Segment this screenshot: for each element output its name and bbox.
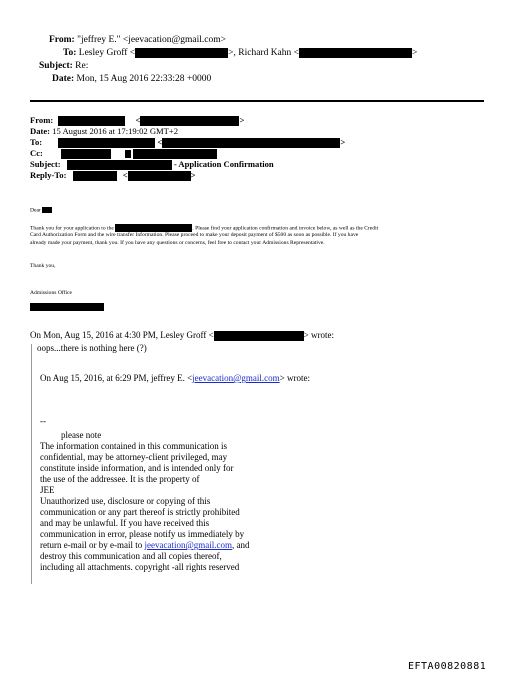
lt: <	[157, 137, 163, 147]
fwd-date-label: Date:	[30, 126, 51, 136]
lt: <	[135, 115, 141, 125]
fwd-from	[30, 115, 244, 126]
redaction	[58, 116, 125, 126]
letter-line-2: Card Authorization Form and the wire transfer Information. Please proceed to make your deposit payment of $500 as soon as possible. If you have	[30, 232, 359, 239]
date-value: Mon, 15 Aug 2016 22:33:28 +0000	[76, 74, 212, 84]
disclaimer-line: constitute inside information, and is intended only for	[40, 463, 234, 473]
redaction	[133, 149, 217, 159]
disclaimer-line: destroy this communication and all copies thereof,	[40, 551, 222, 561]
disclaimer-line: the use of the addressee. It is the property of	[40, 474, 200, 484]
email-link[interactable]: jeevacation@gmail.com	[144, 540, 232, 550]
disclaimer-line: confidential, may be attorney-client privileged, may	[40, 452, 228, 462]
redaction	[67, 160, 172, 170]
fwd-to	[30, 137, 345, 148]
fwd-to-label: To:	[30, 137, 43, 147]
header-from	[49, 35, 226, 46]
redaction	[42, 207, 52, 213]
lt: <	[122, 170, 128, 180]
redaction	[140, 116, 239, 126]
to-value-mid: >, Richard Kahn <	[228, 48, 300, 59]
header-to	[63, 48, 417, 59]
from-value: "jeffrey E." <jeevacation@gmail.com>	[77, 35, 226, 45]
letter-text: . Please find your application confirmation and invoice below, as well as the Credit	[192, 225, 379, 232]
gt: >	[190, 170, 196, 180]
fwd-subject-label: Subject:	[30, 159, 61, 169]
redaction	[73, 171, 117, 181]
redaction	[135, 48, 228, 58]
to-label: To:	[63, 48, 77, 59]
from-label: From:	[49, 35, 75, 45]
divider	[30, 100, 484, 102]
reply1-on-line	[30, 330, 334, 341]
fwd-cc	[30, 148, 217, 159]
redaction	[162, 138, 340, 148]
disclaimer-line: Unauthorized use, disclosure or copying of this	[40, 496, 211, 506]
redaction	[58, 138, 155, 148]
subject-label: Subject:	[39, 61, 73, 71]
to-value-suffix: >	[412, 48, 418, 59]
fwd-date-value: 15 August 2016 at 17:19:02 GMT+2	[52, 126, 179, 136]
letter-paragraph	[30, 224, 378, 247]
reply1-text: oops...there is nothing here (?)	[37, 343, 147, 353]
header-date	[52, 74, 211, 85]
disclaimer-line: including all attachments. copyright -all rights reserved	[40, 562, 240, 572]
disclaimer-line: The information contained in this communication is	[40, 441, 227, 451]
redaction	[299, 48, 412, 58]
gt: >	[340, 137, 346, 147]
fwd-cc-label: Cc:	[30, 148, 43, 158]
disclaimer-line: JEE	[40, 485, 55, 495]
disclaimer-line: and may be unlawful. If you have received this	[40, 518, 210, 528]
subject-value: Re:	[75, 61, 89, 71]
disclaimer	[40, 441, 249, 573]
dear-text: Dear	[30, 207, 41, 214]
redaction	[128, 171, 191, 181]
letter-thanks: Thank you,	[30, 263, 56, 269]
reply1-wrote: > wrote:	[303, 330, 334, 340]
fwd-replyto-label: Reply-To:	[30, 170, 67, 180]
gt: >	[239, 115, 245, 125]
reply2-wrote: > wrote:	[279, 373, 310, 383]
to-value-prefix: Lesley Groff <	[78, 48, 136, 59]
letter-text: Thank you for your application to the	[30, 225, 114, 232]
redaction	[125, 150, 131, 158]
disclaimer-line: communication in error, please notify us immediately by	[40, 529, 245, 539]
date-label: Date:	[52, 74, 75, 84]
fwd-from-label: From:	[30, 115, 54, 125]
bates-number: EFTA00820881	[408, 661, 487, 672]
disclaimer-line	[40, 540, 249, 551]
sig-please-note: please note	[61, 430, 102, 440]
redaction	[30, 303, 104, 311]
fwd-subject-suffix: - Application Confirmation	[173, 159, 274, 169]
letter-dear	[30, 207, 52, 214]
reply2-on-text: On Aug 15, 2016, at 6:29 PM, jeffrey E. <	[40, 373, 193, 383]
reply1-on-text: On Mon, Aug 15, 2016 at 4:30 PM, Lesley Groff <	[30, 330, 214, 340]
fwd-replyto	[30, 170, 196, 181]
redaction	[214, 331, 304, 341]
fwd-subject	[30, 159, 274, 170]
disclaimer-text: return e-mail or by e-mail to	[40, 540, 145, 550]
letter-line-3: already made your payment, thank you. If you have any questions or concerns, feel free to contact your Admissions Representative.	[30, 239, 325, 246]
disclaimer-line: communication or any part thereof is strictly prohibited	[40, 507, 240, 517]
disclaimer-text: , and	[231, 540, 250, 550]
reply2-on-line	[40, 373, 310, 384]
email-link[interactable]: jeevacation@gmail.com	[192, 373, 280, 383]
sig-dashes: --	[40, 416, 46, 426]
fwd-date	[30, 126, 178, 137]
redaction	[115, 224, 192, 232]
header-subject	[39, 61, 88, 72]
letter-office: Admissions Office	[30, 290, 73, 296]
redaction	[61, 149, 111, 159]
quote-bar	[31, 344, 32, 584]
office-redaction	[30, 298, 104, 316]
